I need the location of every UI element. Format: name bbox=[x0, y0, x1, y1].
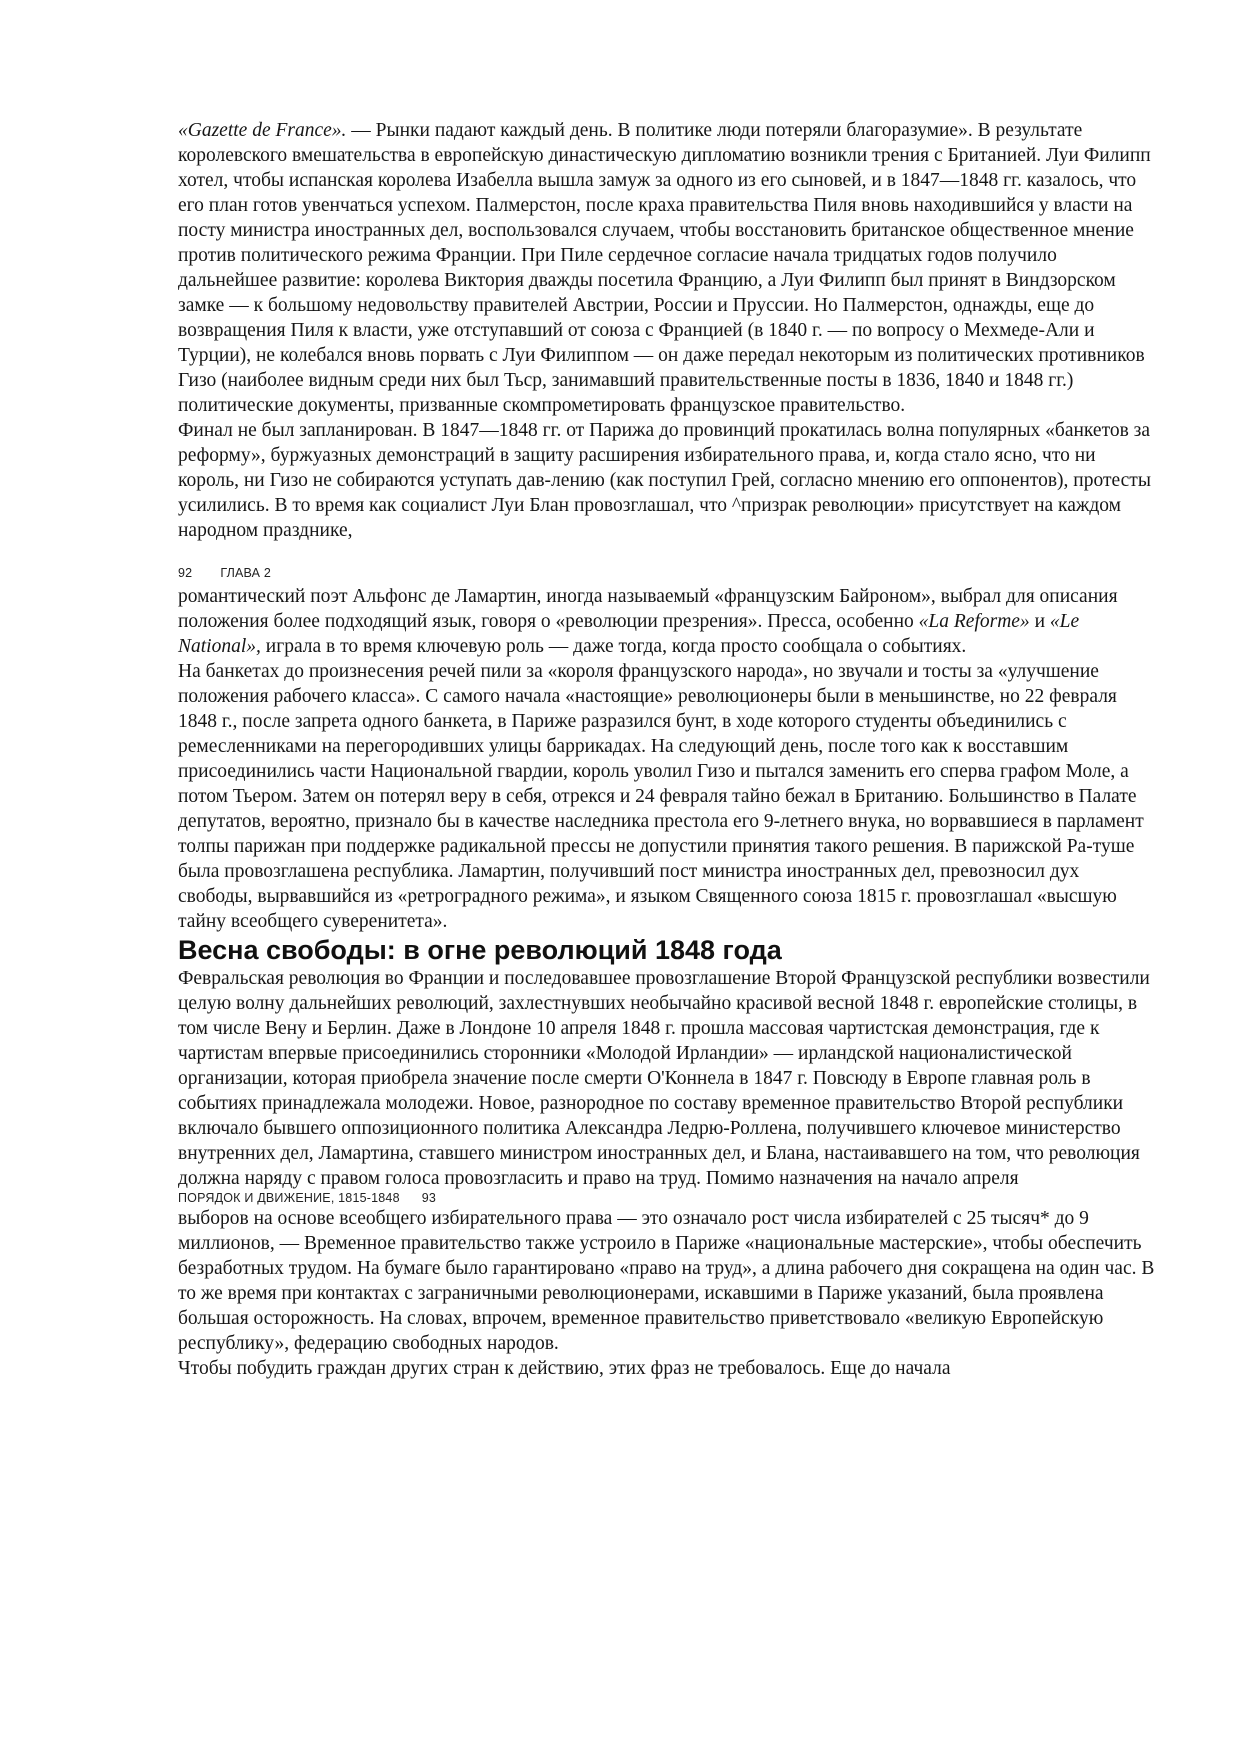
page-number: 92 bbox=[178, 566, 193, 580]
running-header-left bbox=[178, 565, 1156, 581]
paragraph-final: Финал не был запланирован. В 1847—1848 гг. от Парижа до провинций прокатилась волна популярных «банкетов за реформу», буржуазных демонстраций в защиту расширения избирательного права, и, когда стало ясно, что ни король, ни Гизо не собираются уступать дав-лению (как поступил Грей, согласно мнению его оппонентов), протесты усилились. В то время как социалист Луи Блан провозглашал, что ^призрак революции» присутствует на каждом народном празднике, bbox=[178, 420, 1151, 541]
document-page bbox=[178, 118, 1156, 1381]
paragraph-text: играла в то время ключевую роль — даже тогда, когда просто сообщала о событиях. bbox=[260, 636, 967, 657]
newspaper-le-national: «Le National», bbox=[178, 611, 1080, 657]
paragraph-citizens: Чтобы побудить граждан других стран к действию, этих фраз не требовалось. Еще до начала bbox=[178, 1358, 951, 1379]
paragraph-text: — Рынки падают каждый день. В политике люди потеряли благоразумие». В результате королевского вмешательства в европейскую династическую дипломатию возникли трения с Британией. Луи Филипп хотел, чтобы испанская королева Изабелла вышла замуж за одного из его сыновей, и в 1847—1848 гг. казалось, что его план готов увенчаться успехом. Палмерстон, после краха правительства Пиля вновь находившийся у власти на посту министра иностранных дел, воспользовался случаем, чтобы восстановить британское общественное мнение против политического режима Франции. При Пиле сердечное согласие начала тридцатых годов получило дальнейшее развитие: королева Виктория дважды посетила Францию, а Луи Филипп был принят в Виндзорском замке — к большому недовольству правителей Австрии, России и Пруссии. Но Палмерстон, однажды, еще до возвращения Пиля к власти, уже отступавший от союза с Францией (в 1840 г. — по вопросу о Мехмеде-Али и Турции), не колебался вновь порвать с Луи Филиппом — он даже передал некоторым из политических противников Гизо (наиболее видным среди них был Тьср, занимавший правительственные посты в 1836, 1840 и 1848 гг.) политические документы, призванные скомпрометировать французское правительство. bbox=[178, 120, 1151, 416]
running-header-right bbox=[178, 1191, 1156, 1206]
quote-gazette-de-france: «Gazette de France». bbox=[178, 120, 347, 141]
newspaper-la-reforme: «La Reforme» bbox=[918, 611, 1030, 632]
running-title: ПОРЯДОК И ДВИЖЕНИЕ, 1815-1848 bbox=[178, 1191, 400, 1205]
paragraph-february-revolution: Февральская революция во Франции и последовавшее провозглашение Второй Французской республики возвестили целую волну дальнейших революций, захлестнувших необычайно красивой весной 1848 г. европейские столицы, в том числе Вену и Берлин. Даже в Лондоне 10 апреля 1848 г. прошла массовая чартистская демонстрация, где к чартистам впервые присоединились сторонники «Молодой Ирландии» — ирландской националистической организации, которая приобрела значение после смерти О'Коннела в 1847 г. Повсюду в Европе главная роль в событиях принадлежала молодежи. Новое, разнородное по составу временное правительство Второй республики включало бывшего оппозиционного политика Александра Ледрю-Роллена, получившего ключевое министерство внутренних дел, Ламартина, ставшего министром иностранных дел, и Блана, настаивавшего на том, что революция должна наряду с правом голоса провозгласить и право на труд. Помимо назначения на начало апреля bbox=[178, 968, 1150, 1189]
paragraph-banquets: На банкетах до произнесения речей пили за «короля французского народа», но звучали и тосты за «улучшение положения рабочего класса». С самого начала «настоящие» революционеры были в меньшинстве, но 22 февраля 1848 г., после запрета одного банкета, в Париже разразился бунт, в ходе которого студенты объединились с ремесленниками на перегородивших улицы баррикадах. На следующий день, после того как к восставшим присоединились части Национальной гвардии, король уволил Гизо и пытался заменить его сперва графом Моле, а потом Тьером. Затем он потерял веру в себя, отрекся и 24 февраля тайно бежал в Британию. Большинство в Палате депутатов, вероятно, признало бы в качестве наследника престола его 9-летнего внука, но ворвавшиеся в парламент толпы парижан при поддержке радикальной прессы не допустили принятия такого решения. В парижской Ра-туше была провозглашена республика. Ламартин, получивший пост министра иностранных дел, превозносил дух свободы, вырвавшийся из «ретроградного режима», и языком Священного союза 1815 г. провозглашал «высшую тайну всеобщего суверенитета». bbox=[178, 661, 1144, 932]
section-heading: Весна свободы: в огне революций 1848 года bbox=[178, 935, 782, 965]
paragraph-text: романтический поэт Альфонс де Ламартин, иногда называемый «французским Байроном», выбрал для описания положения более подходящий язык, говоря о «революции презрения». Пресса, особенно bbox=[178, 586, 1118, 632]
paragraph-elections: выборов на основе всеобщего избирательного права — это означало рост числа избирателей с 25 тысяч* до 9 миллионов, — Временное правительство также устроило в Париже «национальные мастерские», чтобы обеспечить безработных трудом. На бумаге было гарантировано «право на труд», а длина рабочего дня сокращена на один час. В то же время при контактах с заграничными революционерами, искавшими в Париже указаний, была проявлена большая осторожность. На словах, впрочем, временное правительство приветствовало «великую Европейскую республику», федерацию свободных народов. bbox=[178, 1208, 1155, 1354]
paragraph-lamartine bbox=[178, 584, 1156, 659]
paragraph-gazette bbox=[178, 118, 1156, 418]
paragraph-text: и bbox=[1029, 611, 1050, 632]
page-number: 93 bbox=[421, 1191, 437, 1205]
chapter-title: ГЛАВА 2 bbox=[220, 566, 272, 580]
